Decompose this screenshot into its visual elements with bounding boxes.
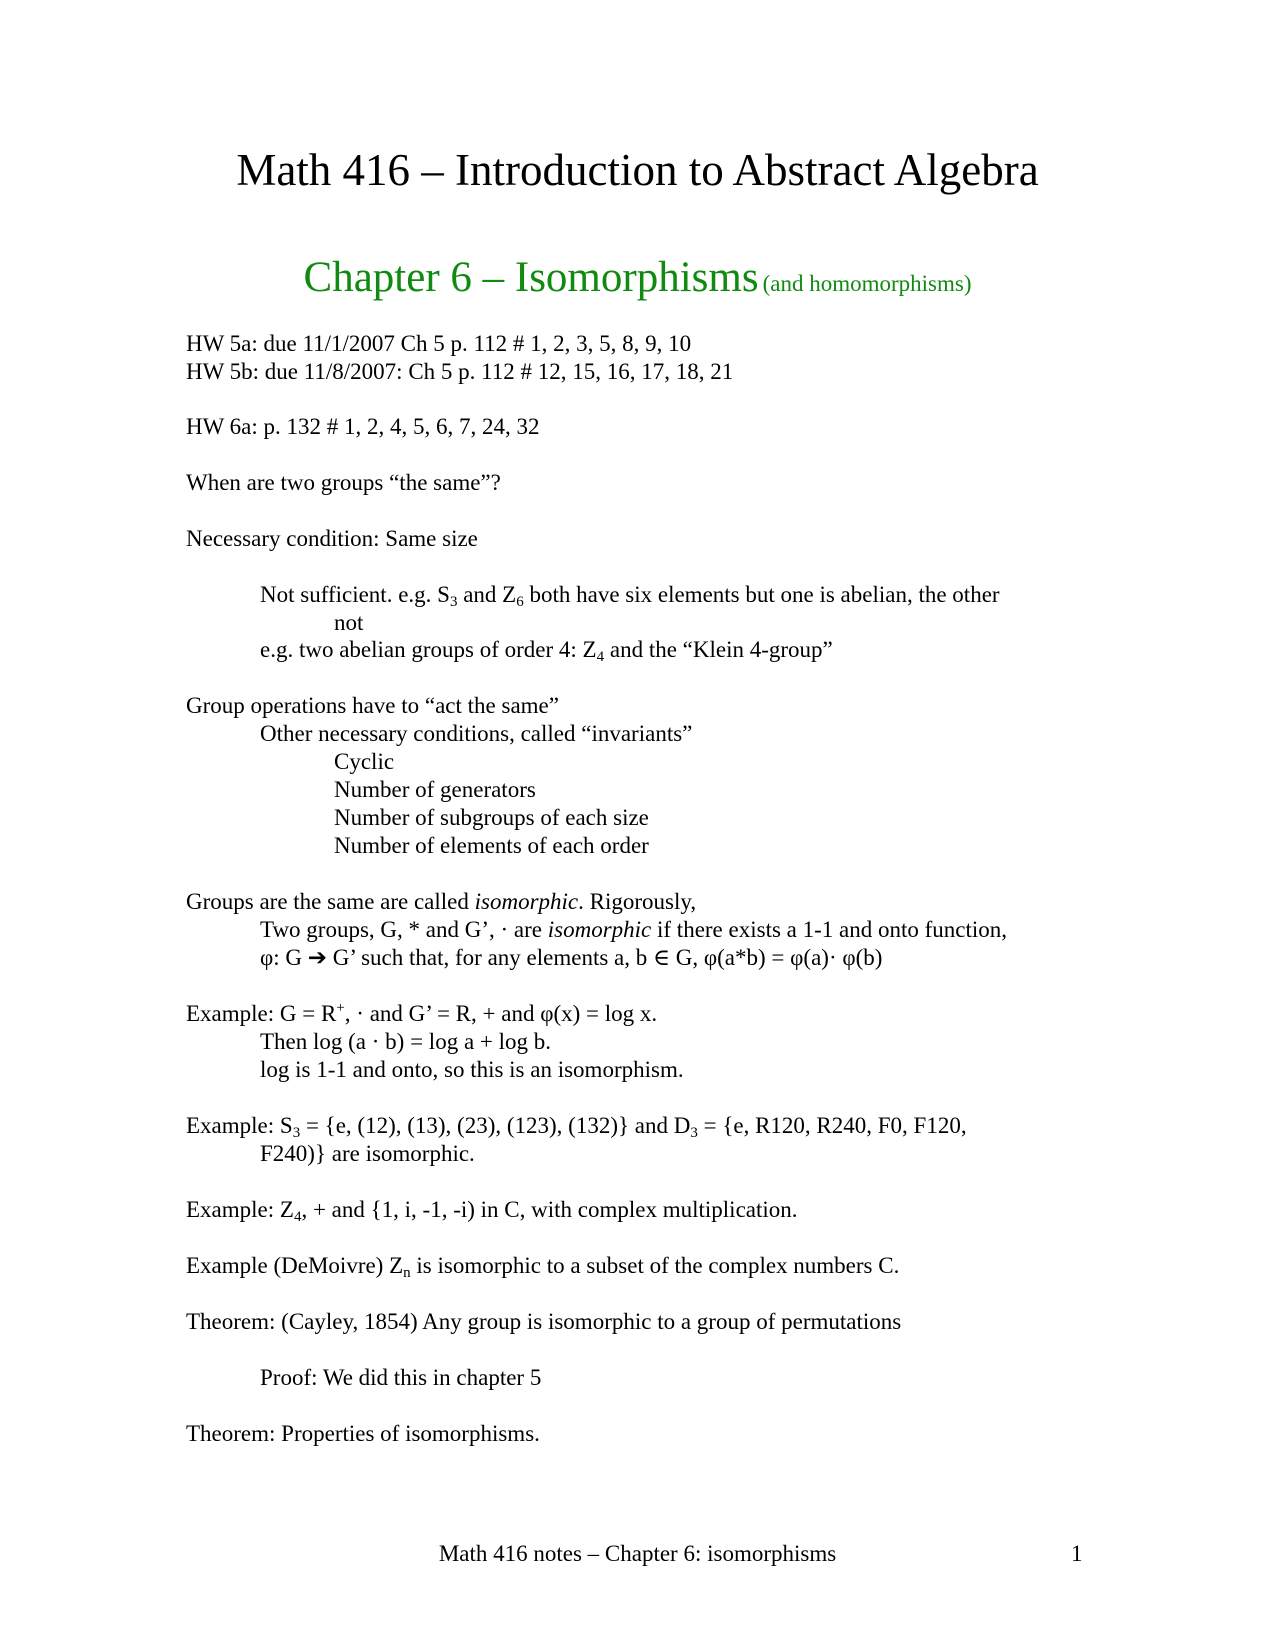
page-title: Math 416 – Introduction to Abstract Algebra xyxy=(236,145,1039,195)
question-text: When are two groups “the same”? xyxy=(186,470,501,495)
isomorphic-intro: Groups are the same are called isomorphic. Rigorously, xyxy=(186,889,697,914)
isomorphic-definition-formula: φ: G ➔ G’ such that, for any elements a, b ∈ G, φ(a*b) = φ(a)· φ(b) xyxy=(260,945,883,970)
cayley-theorem: Theorem: (Cayley, 1854) Any group is isomorphic to a group of permutations xyxy=(186,1309,902,1334)
example-log-line3: log is 1-1 and onto, so this is an isomorphism. xyxy=(260,1057,684,1082)
klein-example: e.g. two abelian groups of order 4: $Z_4$ and the “Klein 4-group” xyxy=(260,637,833,665)
example-s3: Example: $S_3 = \{e$, (12), (13), (23), (123), (132)} and $D_3 = \{e$, R120, R240, F0, F120, xyxy=(186,1113,967,1141)
hw-5a: HW 5a: due 11/1/2007 Ch 5 p. 112 # 1, 2, 3, 5, 8, 9, 10 xyxy=(186,331,692,356)
chapter-heading xyxy=(0,250,1275,306)
invariant-item: Number of subgroups of each size xyxy=(334,805,649,830)
not-sufficient: Not sufficient. e.g. $S_3$ and $Z_6$ both have six elements but one is abelian, the other xyxy=(260,582,1000,610)
act-the-same: Group operations have to “act the same” xyxy=(186,693,559,718)
page-footer: Math 416 notes – Chapter 6: isomorphisms xyxy=(438,1541,837,1566)
chapter-title: Chapter 6 – Isomorphisms xyxy=(303,254,759,301)
invariant-item: Number of generators xyxy=(334,777,536,802)
isomorphic-definition: Two groups, G, * and G’, · are isomorphic if there exists a 1-1 and onto function, xyxy=(260,917,1008,942)
hw-6a: HW 6a: p. 132 # 1, 2, 4, 5, 6, 7, 24, 32 xyxy=(186,414,540,439)
example-log-line2: Then log (a · b) = log a + log b. xyxy=(260,1029,552,1054)
cayley-proof: Proof: We did this in chapter 5 xyxy=(260,1365,542,1390)
example-s3-line2: F240)} are isomorphic. xyxy=(260,1141,475,1166)
not-sufficient-continued: not xyxy=(334,610,364,635)
example-z4: Example: $Z_4$, + and {1, i, -1, -i) in C, with complex multiplication. xyxy=(186,1197,798,1225)
invariants-heading: Other necessary conditions, called “invariants” xyxy=(260,721,693,746)
hw-5b: HW 5b: due 11/8/2007: Ch 5 p. 112 # 12, 15, 16, 17, 18, 21 xyxy=(186,359,734,384)
example-log: Example: G = R+, · and G’ = R, + and φ(x) = log x. xyxy=(186,1000,658,1026)
properties-theorem: Theorem: Properties of isomorphisms. xyxy=(186,1421,540,1446)
chapter-note: (and homomorphisms) xyxy=(762,271,972,296)
invariant-item: Number of elements of each order xyxy=(334,833,649,858)
example-demoivre: Example (DeMoivre) $Z_n$ is isomorphic to a subset of the complex numbers C. xyxy=(186,1253,900,1281)
page-number: 1 xyxy=(1071,1541,1083,1566)
invariant-item: Cyclic xyxy=(334,749,395,774)
necessary-condition: Necessary condition: Same size xyxy=(186,526,478,551)
